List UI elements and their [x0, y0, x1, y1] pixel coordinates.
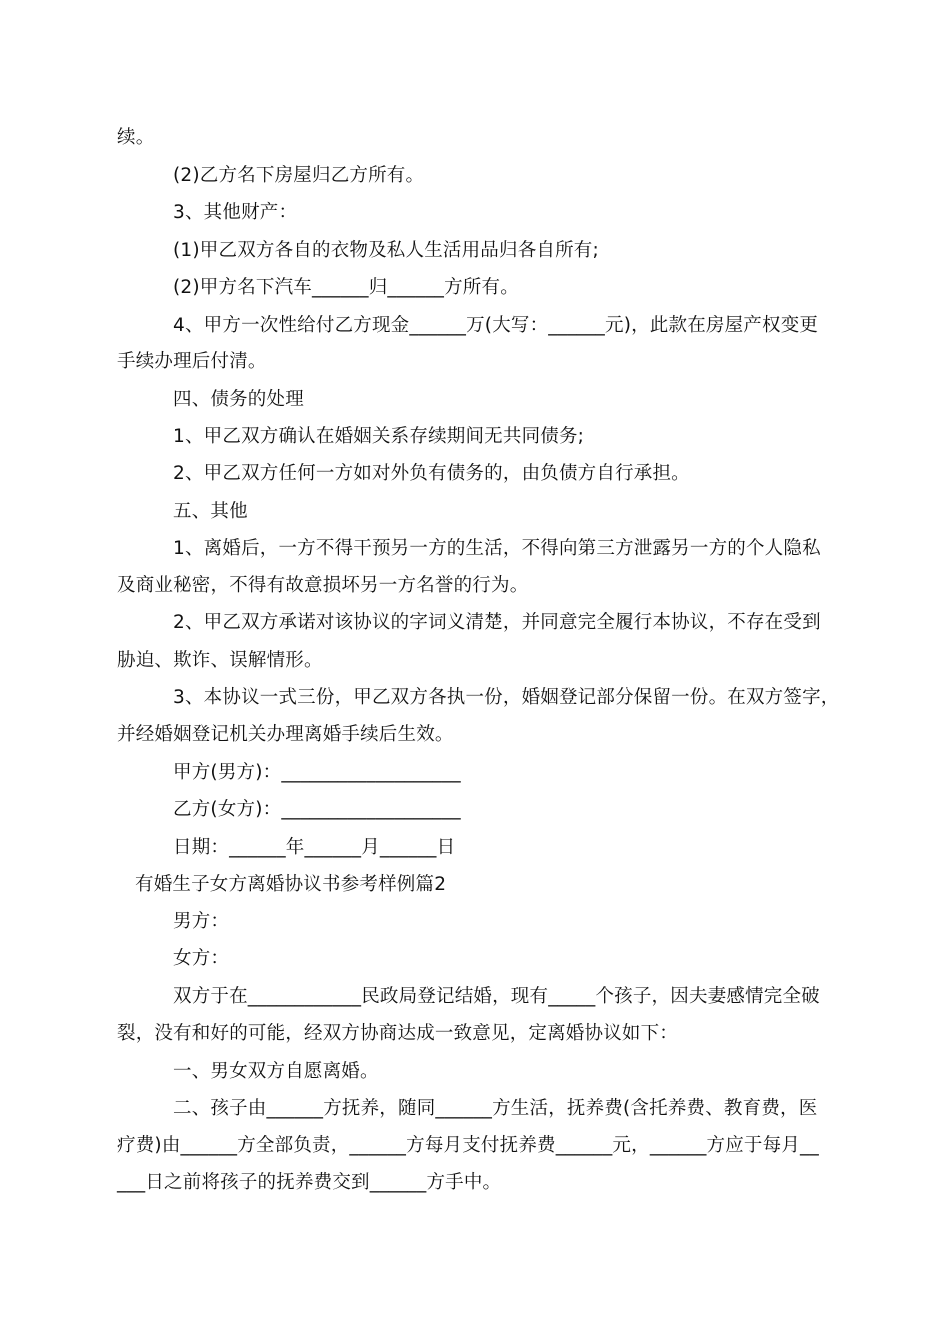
text-line: 续。 [117, 127, 155, 148]
text-line: (2)甲方名下汽车______归______方所有。 [173, 277, 519, 298]
text-line: 及商业秘密，不得有故意损坏另一方名誉的行为。 [117, 575, 529, 596]
text-line: 3、其他财产： [173, 202, 298, 223]
text-line: 双方于在____________民政局登记结婚，现有_____个孩子，因夫妻感情完全破 [173, 986, 820, 1007]
section-heading: 四、债务的处理 [173, 389, 304, 410]
text-line: 男方： [173, 911, 230, 932]
text-line: 2、甲乙双方任何一方如对外负有债务的，由负债方自行承担。 [173, 463, 690, 484]
text-line: 1、甲乙双方确认在婚姻关系存续期间无共同债务; [173, 426, 585, 447]
text-line: (1)甲乙双方各自的衣物及私人生活用品归各自所有; [173, 240, 599, 261]
text-line: 2、甲乙双方承诺对该协议的字词义清楚，并同意完全履行本协议，不存在受到 [173, 612, 821, 633]
text-line: 1、离婚后，一方不得干预另一方的生活，不得向第三方泄露另一方的个人隐私 [173, 538, 821, 559]
section-heading: 五、其他 [173, 501, 248, 522]
text-line: 二、孩子由______方抚养，随同______方生活，抚养费(含托养费、教育费，医 [173, 1098, 818, 1119]
document-subtitle: 有婚生子女方离婚协议书参考样例篇2 [135, 874, 447, 895]
text-line: 裂，没有和好的可能，经双方协商达成一致意见，定离婚协议如下： [117, 1023, 679, 1044]
text-line: 疗费)由______方全部负责，______方每月支付抚养费______元，______方应于每月__ [117, 1135, 819, 1156]
text-line: 一、男女双方自愿离婚。 [173, 1061, 379, 1082]
text-line: 3、本协议一式三份，甲乙双方各执一份，婚姻登记部分保留一份。在双方签字， [173, 687, 840, 708]
text-line: 4、甲方一次性给付乙方现金______万(大写：______元)，此款在房屋产权变更 [173, 315, 819, 336]
date-line: 日期：______年______月______日 [173, 837, 456, 858]
text-line: 手续办理后付清。 [117, 351, 267, 372]
text-line: (2)乙方名下房屋归乙方所有。 [173, 165, 425, 186]
text-line: ___日之前将孩子的抚养费交到______方手中。 [117, 1172, 502, 1193]
signature-line-party-b: 乙方(女方)：___________________ [173, 799, 461, 820]
text-line: 并经婚姻登记机关办理离婚手续后生效。 [117, 724, 454, 745]
text-line: 胁迫、欺诈、误解情形。 [117, 650, 323, 671]
text-line: 女方： [173, 948, 230, 969]
signature-line-party-a: 甲方(男方)：___________________ [173, 762, 461, 783]
